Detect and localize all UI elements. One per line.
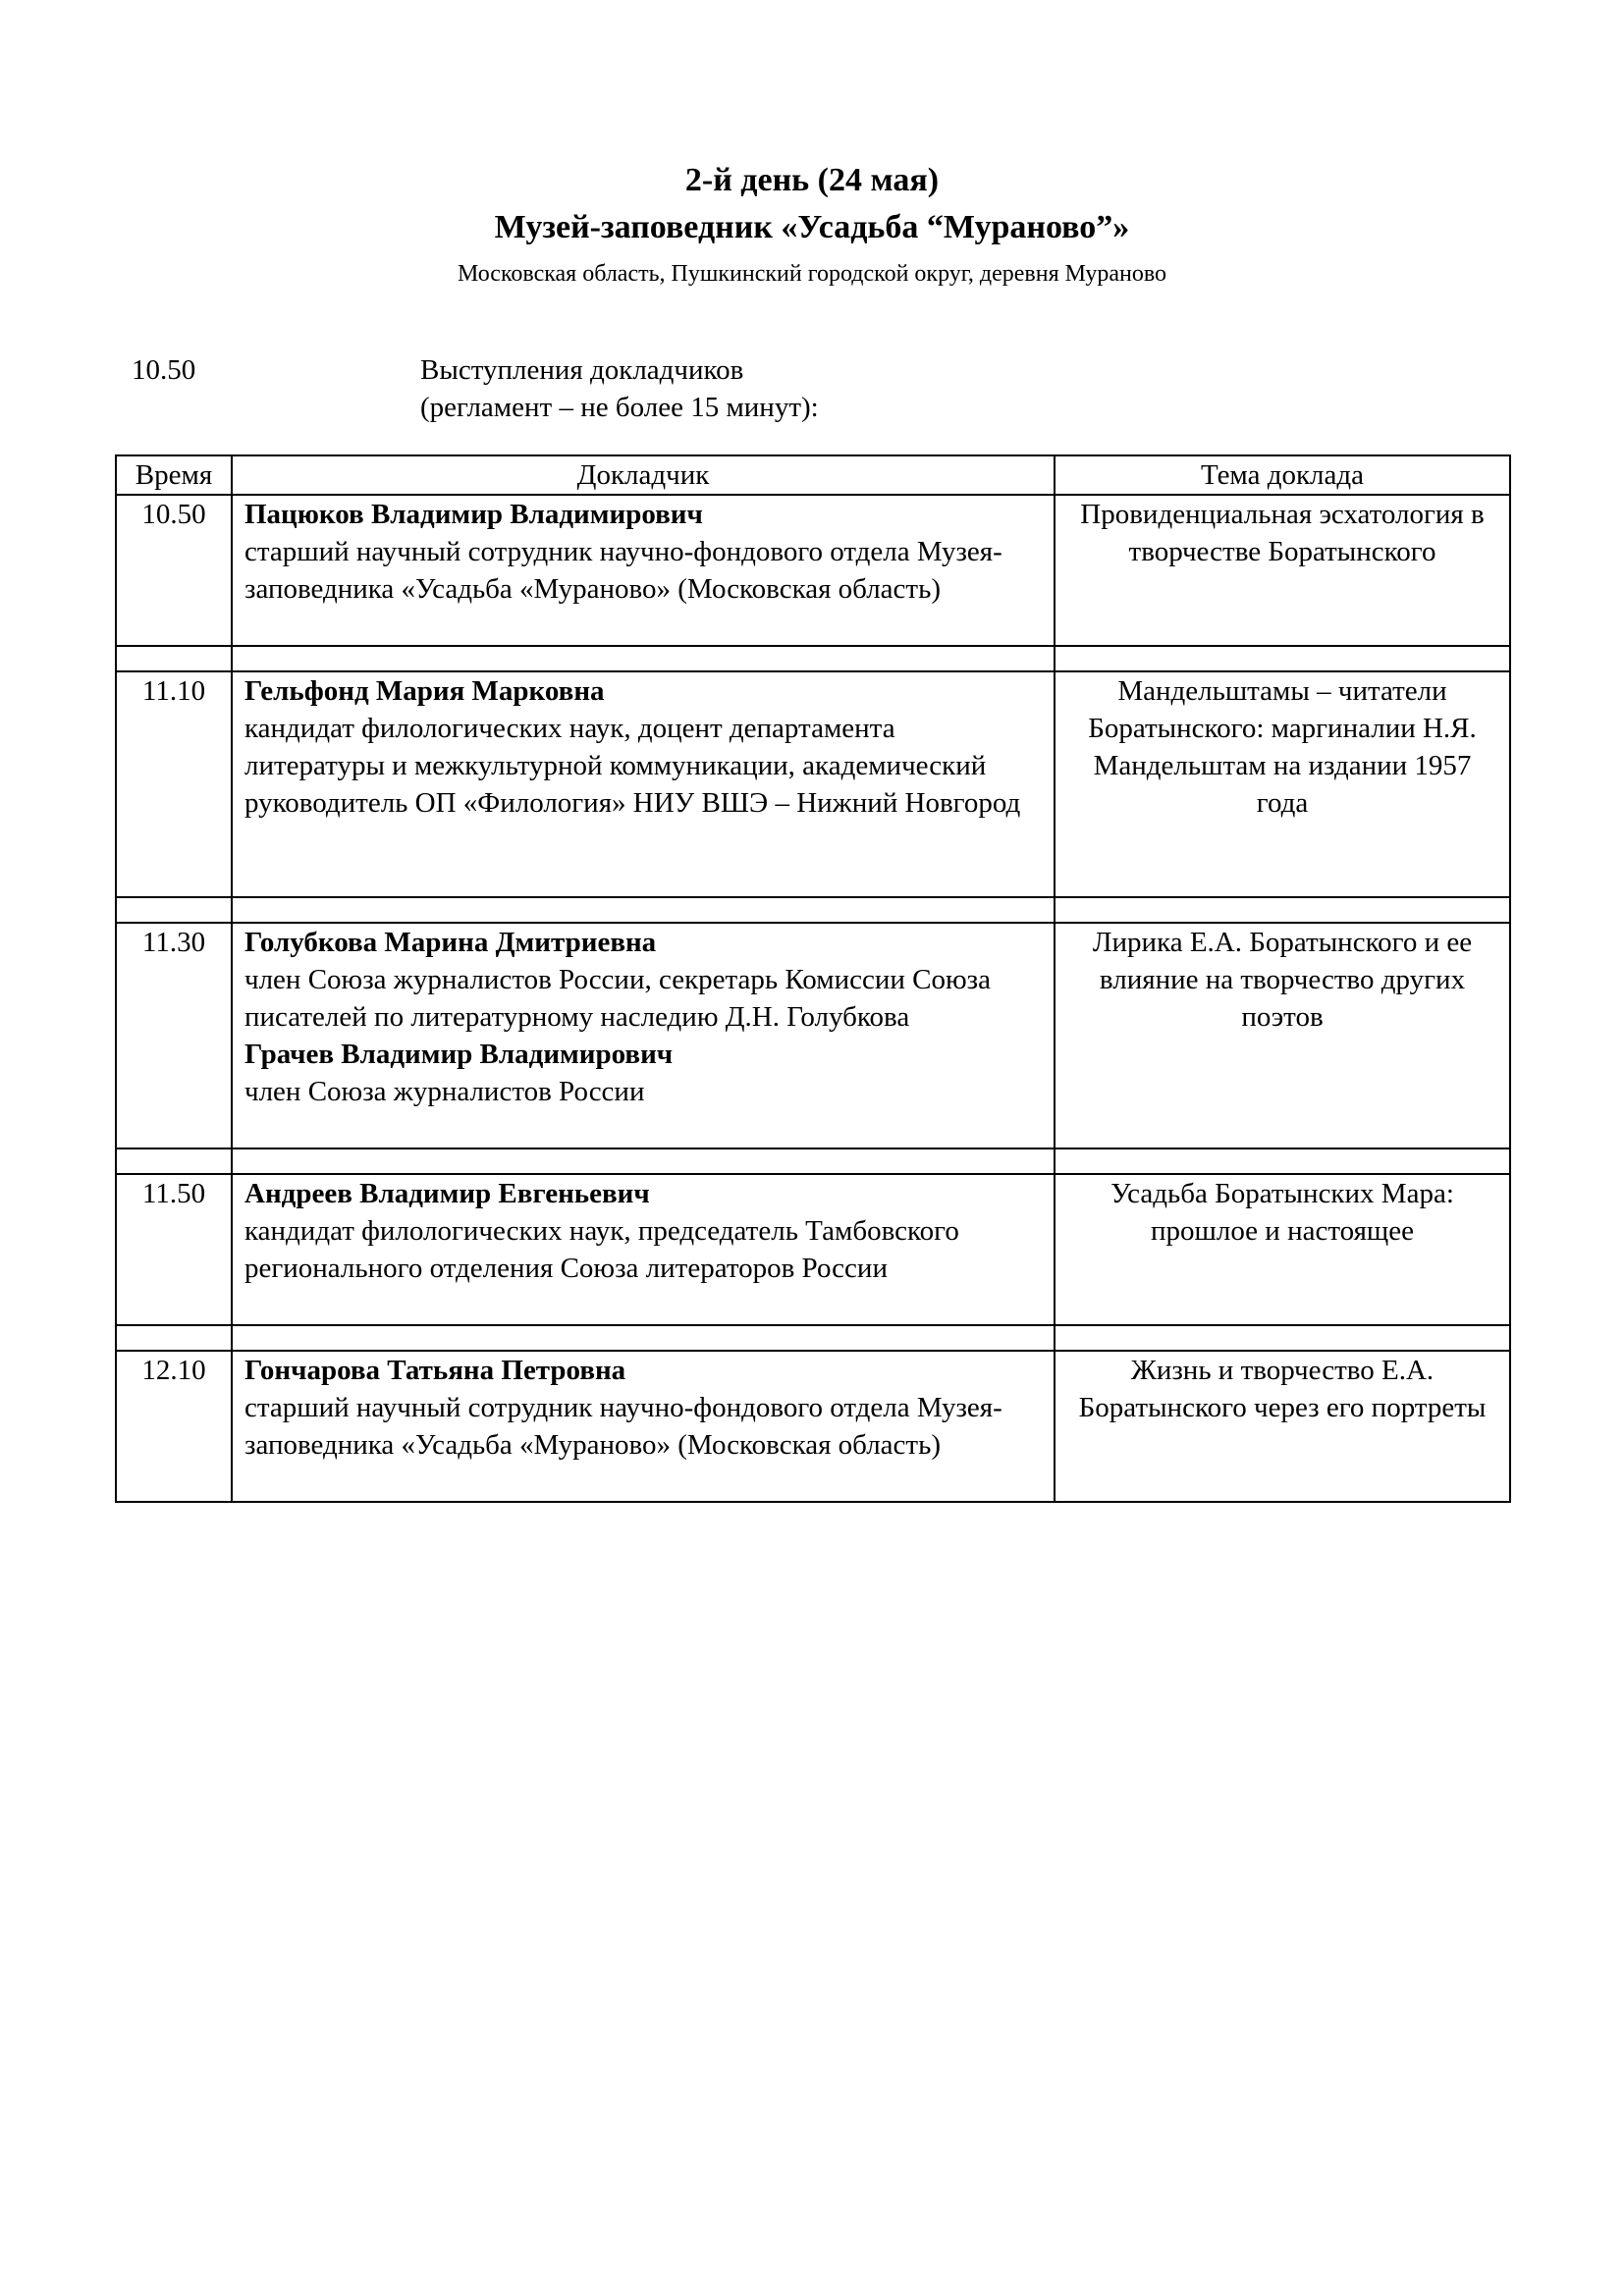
session-title: Выступления докладчиков — [420, 354, 744, 386]
document-header — [0, 157, 1624, 293]
speaker-name: Гельфонд Мария Марковна — [244, 675, 605, 707]
talk-speakers — [232, 495, 1055, 646]
header-time: Время — [116, 455, 232, 495]
talk-topic: Мандельштамы – читатели Боратынского: маргиналии Н.Я. Мандельштам на издании 1957 года — [1055, 671, 1510, 897]
speaker-name: Гончарова Татьяна Петровна — [244, 1355, 626, 1386]
table-spacer-row — [116, 1148, 1510, 1174]
talk-speakers — [232, 923, 1055, 1148]
talk-topic: Провиденциальная эсхатология в творчестве Боратынского — [1055, 495, 1510, 646]
talk-time: 10.50 — [116, 495, 232, 646]
header-topic: Тема доклада — [1055, 455, 1510, 495]
table-spacer-row — [116, 646, 1510, 671]
talk-time: 12.10 — [116, 1351, 232, 1502]
speaker-name: Грачев Владимир Владимирович — [244, 1039, 674, 1070]
venue-title: Музей-заповедник «Усадьба “Мураново”» — [494, 209, 1130, 245]
talk-topic: Усадьба Боратынских Мара: прошлое и настоящее — [1055, 1174, 1510, 1325]
table-header-row — [116, 455, 1510, 495]
speaker-role: старший научный сотрудник научно-фондового отдела Музея-заповедника «Усадьба «Мураново» (Московская область) — [244, 1392, 1002, 1461]
speaker-name: Пацюков Владимир Владимирович — [244, 499, 703, 530]
session-description — [420, 351, 819, 426]
speaker-role: член Союза журналистов России, секретарь Комиссии Союза писателей по литературному наследию Д.Н. Голубкова — [244, 964, 991, 1033]
speaker-name: Андреев Владимир Евгеньевич — [244, 1178, 650, 1209]
talk-time: 11.10 — [116, 671, 232, 897]
talk-speakers — [232, 1351, 1055, 1502]
venue-address: Московская область, Пушкинский городской округ, деревня Мураново — [457, 261, 1167, 287]
table-spacer-row — [116, 1325, 1510, 1351]
program-table — [115, 454, 1511, 1503]
table-row — [116, 495, 1510, 646]
speaker-role: старший научный сотрудник научно-фондового отдела Музея-заповедника «Усадьба «Мураново» (Московская область) — [244, 536, 1002, 605]
header-speaker: Докладчик — [232, 455, 1055, 495]
table-row — [116, 671, 1510, 897]
table-row — [116, 923, 1510, 1148]
speaker-role: член Союза журналистов России — [244, 1076, 645, 1107]
speaker-role: кандидат филологических наук, председатель Тамбовского регионального отделения Союза литераторов России — [244, 1215, 959, 1284]
speaker-role: кандидат филологических наук, доцент департамента литературы и межкультурной коммуникации, академический руководитель ОП «Филология» НИУ ВШЭ – Нижний Новгород — [244, 713, 1021, 819]
talk-speakers — [232, 1174, 1055, 1325]
talk-time: 11.30 — [116, 923, 232, 1148]
day-title: 2-й день (24 мая) — [684, 162, 940, 198]
table-row — [116, 1351, 1510, 1502]
session-time: 10.50 — [132, 354, 196, 386]
talk-time: 11.50 — [116, 1174, 232, 1325]
speaker-name: Голубкова Марина Дмитриевна — [244, 927, 657, 958]
talk-topic: Лирика Е.А. Боратынского и ее влияние на творчество других поэтов — [1055, 923, 1510, 1148]
session-rules: (регламент – не более 15 минут): — [420, 392, 819, 423]
talk-speakers — [232, 671, 1055, 897]
talk-topic: Жизнь и творчество Е.А. Боратынского через его портреты — [1055, 1351, 1510, 1502]
table-spacer-row — [116, 897, 1510, 923]
table-row — [116, 1174, 1510, 1325]
